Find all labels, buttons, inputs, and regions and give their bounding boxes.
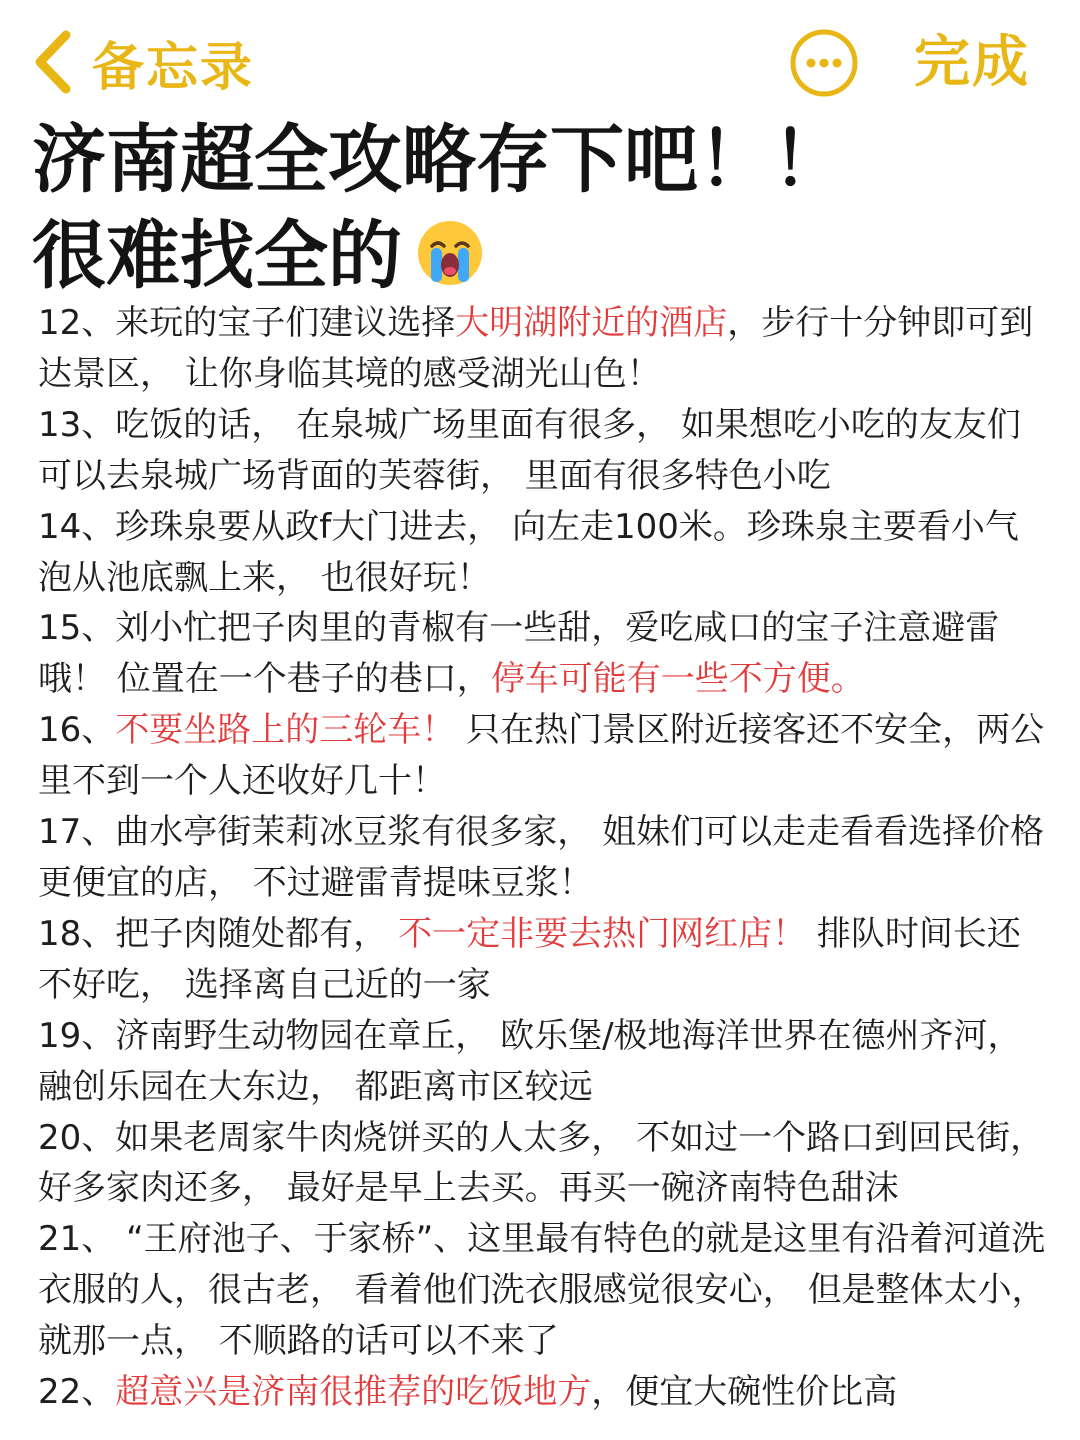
note-paragraph (38, 705, 1048, 807)
paragraph-text: 17、曲水亭街茉莉冰豆浆有很多家， 姐妹们可以走走看看选择价格更便宜的店， 不过避雷青提味豆浆！ (38, 812, 1045, 903)
note-paragraph (38, 909, 1048, 1011)
note-paragraph (38, 298, 1048, 400)
highlighted-text: 停车可能有一些不方便。 (490, 659, 865, 700)
note-title (32, 112, 1032, 304)
title-line-2-wrapper (32, 208, 1032, 304)
paragraph-text: 12、来玩的宝子们建议选择 (38, 303, 456, 343)
highlighted-text: 大明湖附近的酒店 (455, 303, 728, 343)
note-paragraph (38, 502, 1048, 604)
note-paragraph (38, 807, 1048, 909)
more-button[interactable] (789, 28, 859, 98)
paragraph-text: 20、如果老周家牛肉烧饼买的人太多， 不如过一个路口到回民街， 好多家肉还多， 最好是早上去买。再买一碗济南特色甜沫 (38, 1117, 1045, 1209)
highlighted-text: 不要坐路上的三轮车！ (115, 710, 456, 751)
paragraph-text: 14、珍珠泉要从政f大门进去， 向左走100米。珍珠泉主要看小气泡从池底飘上来， 也很好玩！ (38, 506, 1019, 598)
note-paragraph (38, 1113, 1048, 1215)
loudly-crying-face-icon (416, 219, 484, 287)
paragraph-text: 21、 “王府池子、于家桥”、这里最有特色的就是这里有沿着河道洗衣服的人，很古老， 看着他们洗衣服感觉很安心， 但是整体太小， 就那一点， 不顺路的话可以不来了 (38, 1219, 1046, 1362)
paragraph-text: 19、济南野生动物园在章丘， 欧乐堡/极地海洋世界在德州齐河，融创乐园在大东边， 都距离市区较远 (38, 1015, 1022, 1107)
paragraph-text: 只在热门景区附近接客还不安全，两公里不到一个人还收好几十！ (38, 710, 1045, 802)
paragraph-text: ，步行十分钟即可到达景区， 让你身临其境的感受湖光山色！ (38, 303, 1034, 394)
ellipsis-circle-icon (789, 28, 859, 98)
note-paragraph (38, 603, 1048, 705)
back-label: 备忘录 (92, 37, 255, 98)
chevron-left-icon (28, 27, 78, 97)
note-paragraph (38, 400, 1048, 502)
highlighted-text: 不一定非要去热门网红店！ (398, 913, 807, 954)
paragraph-text: 22、 (38, 1372, 116, 1413)
note-body (38, 298, 1048, 1418)
title-line-2: 很难找全的 (32, 213, 402, 299)
paragraph-text: 13、吃饭的话， 在泉城广场里面有很多， 如果想吃小吃的友友们可以去泉城广场背面的芙蓉街， 里面有很多特色小吃 (38, 404, 1021, 496)
paragraph-text: 16、 (38, 710, 116, 751)
note-paragraph (38, 1214, 1048, 1367)
paragraph-text: ，便宜大碗性价比高 (591, 1372, 898, 1413)
nav-bar (0, 0, 1080, 118)
paragraph-text: 排队时间长还不好吃， 选择离自己近的一家 (38, 913, 1021, 1005)
done-button[interactable]: 完成 (914, 30, 1030, 95)
title-line-1: 济南超全攻略存下吧！！ (32, 117, 846, 203)
note-paragraph (38, 1367, 1048, 1418)
highlighted-text: 超意兴是济南很推荐的吃饭地方 (115, 1372, 592, 1413)
paragraph-text: 15、刘小忙把子肉里的青椒有一些甜，爱吃咸口的宝子注意避雷哦！ 位置在一个巷子的巷口， (38, 608, 1000, 700)
note-paragraph (38, 1011, 1048, 1113)
back-button[interactable] (28, 24, 254, 100)
paragraph-text: 18、把子肉随处都有， (38, 913, 399, 954)
